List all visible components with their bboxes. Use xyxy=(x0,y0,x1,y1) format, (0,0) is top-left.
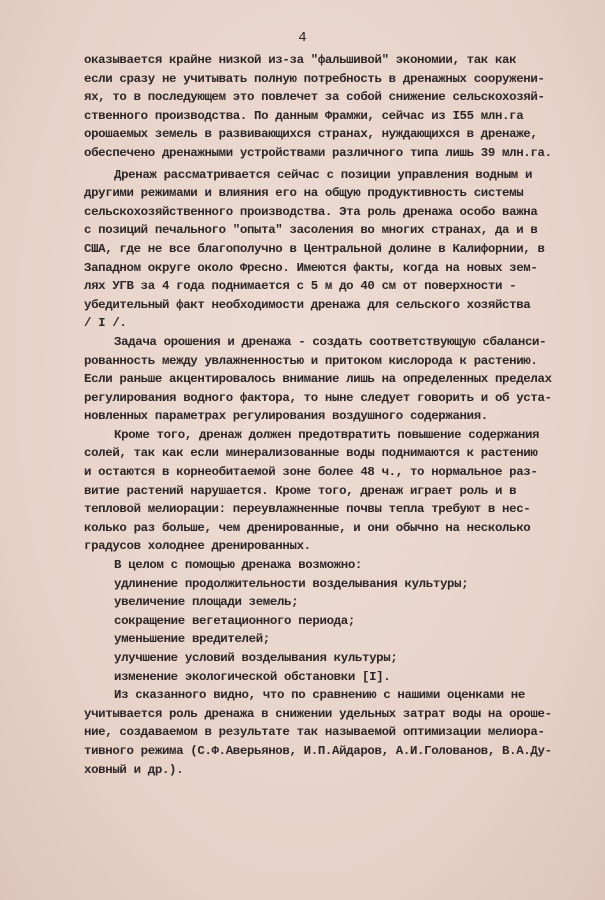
text-line: если сразу не учитывать полную потребность в дренажных сооружени- xyxy=(84,71,545,86)
list-item: уменьшение вредителей; xyxy=(114,632,270,647)
text-line: рованность между увлажненностью и притоком кислорода к растению. xyxy=(84,353,538,368)
text-line: новленных параметрах регулирования воздушного содержания. xyxy=(84,409,488,424)
text-line: ях, то в последующем это повлечет за собой снижение сельскохозяй- xyxy=(84,90,545,105)
benefits-list xyxy=(84,575,584,687)
text-line: Из сказанного видно, что по сравнению с нашими оценками не xyxy=(114,688,525,703)
text-line: / I /. xyxy=(84,316,127,331)
text-line: Кроме того, дренаж должен предотвратить повышение содержания xyxy=(114,427,540,442)
list-item: изменение экологической обстановки [I]. xyxy=(114,669,391,684)
list-item: удлинение продолжительности возделывания культуры; xyxy=(114,576,469,591)
text-line: США, где не все благополучно в Центральной долине в Калифорнии, в xyxy=(84,241,545,256)
text-line: учитывается роль дренажа в снижении удельных затрат воды на ороше- xyxy=(84,706,552,721)
text-line: градусов холоднее дренированных. xyxy=(84,539,311,554)
list-item: сокращение вегетационного периода; xyxy=(114,613,355,628)
text-line: оказывается крайне низкой из-за "фальшивой" экономии, так как xyxy=(84,53,517,67)
text-line: солей, так как если минерализованные воды поднимаются к растению xyxy=(84,446,538,461)
text-line: колько раз больше, чем дренированные, и они обычно на несколько xyxy=(84,520,531,535)
text-line: В целом с помощью дренажа возможно: xyxy=(114,558,362,573)
text-line: витие растений нарушается. Кроме того, дренаж играет роль и в xyxy=(84,483,517,498)
text-line: Задача орошения и дренажа - создать соответствующую сбаланси- xyxy=(114,334,547,349)
body-text xyxy=(84,51,584,779)
list-item: увеличение площади земель; xyxy=(114,595,299,610)
text-line: ственного производства. По данным Фрамжи, сейчас из I55 млн.га xyxy=(84,108,524,123)
text-line: сельскохозяйственного производства. Эта роль дренажа особо важна xyxy=(84,204,538,219)
text-line: тивного режима (С.Ф.Аверьянов, И.П.Айдаров, А.И.Голованов, В.А.Ду- xyxy=(84,743,552,758)
text-line: тепловой мелиорации: переувлажненные почвы тепла требуют в нес- xyxy=(84,502,531,517)
text-line: Западном округе около Фресно. Имеются факты, когда на новых зем- xyxy=(84,260,538,275)
text-line: ние, создаваемом в результате так называемой оптимизации мелиора- xyxy=(84,725,545,740)
text-line: обеспечено дренажными устройствами различного типа лишь 39 млн.га. xyxy=(84,145,552,160)
paragraph xyxy=(84,556,584,575)
paragraph xyxy=(84,51,584,163)
list-item: улучшение условий возделывания культуры; xyxy=(114,651,398,665)
paragraph xyxy=(84,686,584,779)
text-line: Если раньше акцентировалось внимание лишь на определенных пределах xyxy=(84,372,552,387)
text-line: ховный и др.). xyxy=(84,762,184,777)
text-line: и остаются в корнеобитаемой зоне более 48 ч., то нормальное раз- xyxy=(84,465,538,480)
text-line: лях УГВ за 4 года поднимается с 5 м до 40 см от поверхности - xyxy=(84,279,517,294)
text-line: Дренаж рассматривается сейчас с позиции управления водным и xyxy=(114,167,533,182)
page-number: 4 xyxy=(298,30,307,46)
text-line: другими режимами и влияния его на общую продуктивность системы xyxy=(84,186,524,201)
text-line: убедительный факт необходимости дренажа для сельского хозяйства xyxy=(84,297,531,312)
paragraph xyxy=(84,166,584,333)
paragraph xyxy=(84,333,584,426)
text-line: регулирования водного фактора, то ныне следует говорить и об уста- xyxy=(84,390,552,405)
paragraph xyxy=(84,426,584,556)
text-line: с позиций печального "опыта" засоления во многих странах, да и в xyxy=(84,223,538,238)
text-line: орошаемых земель в развивающихся странах, нуждающихся в дренаже, xyxy=(84,127,538,142)
